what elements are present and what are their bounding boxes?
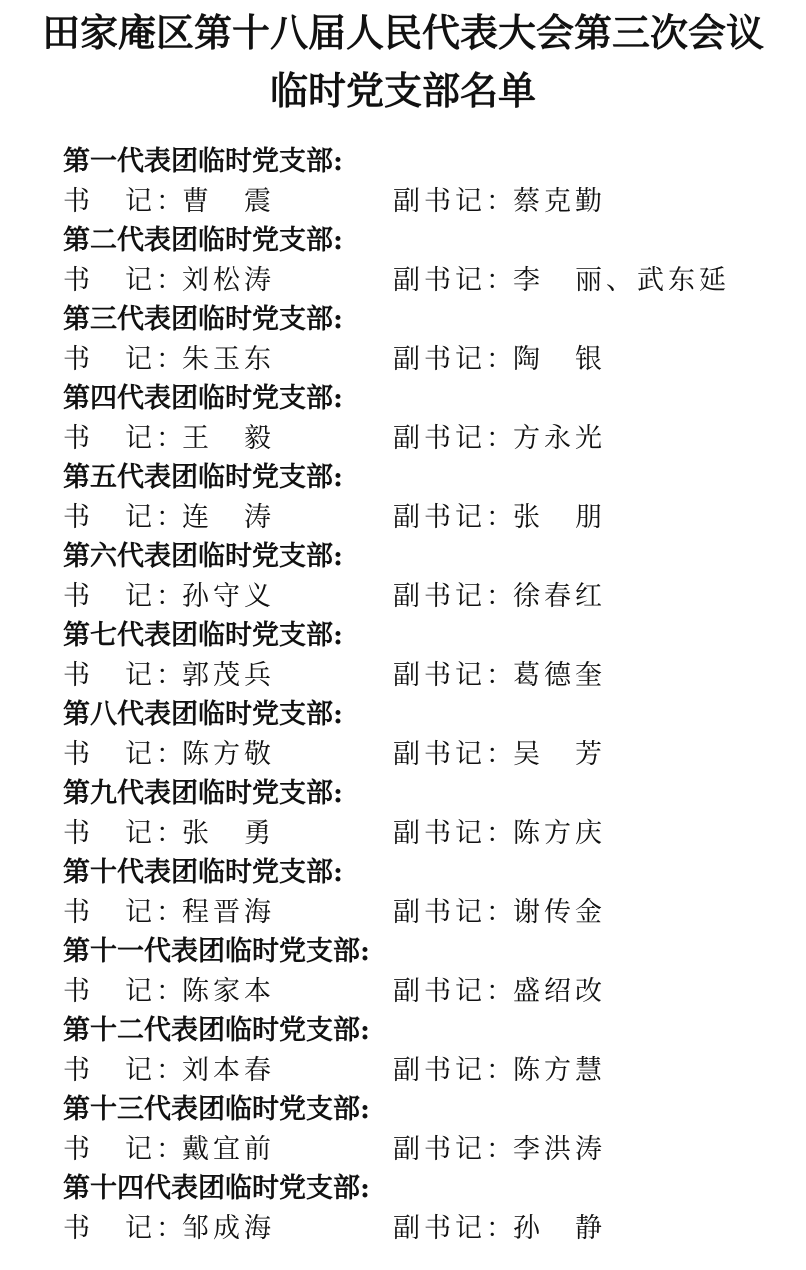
branch-heading: 第二代表团临时党支部: (63, 225, 343, 256)
deputy-secretary-label: 副书记： (393, 265, 517, 296)
deputy-secretary-name: 李 丽、武东延 (513, 265, 730, 296)
deputy-secretary-label: 副书记： (393, 1134, 517, 1165)
branch-officers-row (60, 1130, 800, 1169)
deputy-secretary-name: 陶 银 (513, 344, 606, 375)
branch-officers-row (60, 340, 800, 379)
deputy-secretary-name: 葛德奎 (513, 660, 606, 691)
branch-heading: 第十代表团临时党支部: (63, 857, 343, 888)
deputy-secretary-label: 副书记： (393, 660, 517, 691)
secretary-name: 程晋海 (182, 897, 275, 928)
deputy-secretary-name: 陈方庆 (513, 818, 606, 849)
secretary-name: 戴宜前 (182, 1134, 275, 1165)
branch-block (60, 853, 800, 932)
branch-heading: 第四代表团临时党支部: (63, 383, 343, 414)
deputy-secretary-name: 孙 静 (513, 1213, 606, 1244)
deputy-secretary-label: 副书记： (393, 186, 517, 217)
secretary-name: 郭茂兵 (182, 660, 275, 691)
branch-block (60, 221, 800, 300)
branch-block (60, 1011, 800, 1090)
secretary-name: 刘松涛 (182, 265, 275, 296)
deputy-secretary-label: 副书记： (393, 502, 517, 533)
secretary-label: 书 记： (63, 344, 187, 375)
deputy-secretary-label: 副书记： (393, 581, 517, 612)
deputy-secretary-name: 谢传金 (513, 897, 606, 928)
deputy-secretary-name: 方永光 (513, 423, 606, 454)
branch-block (60, 774, 800, 853)
secretary-label: 书 记： (63, 739, 187, 770)
secretary-label: 书 记： (63, 423, 187, 454)
deputy-secretary-label: 副书记： (393, 1055, 517, 1086)
title-line-2: 临时党支部名单 (269, 68, 536, 113)
branch-block (60, 616, 800, 695)
deputy-secretary-name: 李洪涛 (513, 1134, 606, 1165)
branch-officers-row (60, 498, 800, 537)
branch-heading: 第十二代表团临时党支部: (63, 1015, 370, 1046)
deputy-secretary-label: 副书记： (393, 739, 517, 770)
deputy-secretary-name: 吴 芳 (513, 739, 606, 770)
secretary-label: 书 记： (63, 897, 187, 928)
secretary-label: 书 记： (63, 1134, 187, 1165)
secretary-label: 书 记： (63, 186, 187, 217)
deputy-secretary-name: 陈方慧 (513, 1055, 606, 1086)
branch-block (60, 379, 800, 458)
branch-officers-row (60, 656, 800, 695)
branch-block (60, 932, 800, 1011)
secretary-name: 邹成海 (182, 1213, 275, 1244)
secretary-name: 陈方敬 (182, 739, 275, 770)
branch-block (60, 458, 800, 537)
deputy-secretary-label: 副书记： (393, 976, 517, 1007)
secretary-name: 王 毅 (182, 423, 275, 454)
deputy-secretary-name: 徐春红 (513, 581, 606, 612)
secretary-name: 朱玉东 (182, 344, 275, 375)
branch-list (60, 142, 800, 1248)
branch-officers-row (60, 972, 800, 1011)
deputy-secretary-label: 副书记： (393, 818, 517, 849)
branch-officers-row (60, 182, 800, 221)
branch-officers-row (60, 735, 800, 774)
branch-officers-row (60, 814, 800, 853)
branch-heading: 第五代表团临时党支部: (63, 462, 343, 493)
branch-heading: 第一代表团临时党支部: (63, 146, 343, 177)
branch-officers-row (60, 419, 800, 458)
secretary-name: 连 涛 (182, 502, 275, 533)
secretary-label: 书 记： (63, 818, 187, 849)
branch-heading: 第八代表团临时党支部: (63, 699, 343, 730)
secretary-label: 书 记： (63, 502, 187, 533)
deputy-secretary-name: 张 朋 (513, 502, 606, 533)
branch-officers-row (60, 893, 800, 932)
branch-officers-row (60, 261, 800, 300)
deputy-secretary-label: 副书记： (393, 1213, 517, 1244)
branch-block (60, 1090, 800, 1169)
branch-block (60, 537, 800, 616)
deputy-secretary-label: 副书记： (393, 344, 517, 375)
secretary-name: 曹 震 (182, 186, 275, 217)
deputy-secretary-name: 蔡克勤 (513, 186, 606, 217)
deputy-secretary-name: 盛绍改 (513, 976, 606, 1007)
deputy-secretary-label: 副书记： (393, 423, 517, 454)
secretary-name: 刘本春 (182, 1055, 275, 1086)
secretary-label: 书 记： (63, 1213, 187, 1244)
secretary-label: 书 记： (63, 976, 187, 1007)
branch-heading: 第七代表团临时党支部: (63, 620, 343, 651)
document-title (0, 8, 806, 116)
secretary-name: 孙守义 (182, 581, 275, 612)
branch-officers-row (60, 577, 800, 616)
branch-block (60, 142, 800, 221)
secretary-label: 书 记： (63, 581, 187, 612)
branch-block (60, 1169, 800, 1248)
branch-officers-row (60, 1209, 800, 1248)
branch-block (60, 300, 800, 379)
branch-block (60, 695, 800, 774)
secretary-name: 陈家本 (182, 976, 275, 1007)
secretary-label: 书 记： (63, 660, 187, 691)
deputy-secretary-label: 副书记： (393, 897, 517, 928)
branch-heading: 第十三代表团临时党支部: (63, 1094, 370, 1125)
secretary-label: 书 记： (63, 1055, 187, 1086)
secretary-name: 张 勇 (182, 818, 275, 849)
branch-heading: 第三代表团临时党支部: (63, 304, 343, 335)
secretary-label: 书 记： (63, 265, 187, 296)
title-line-1: 田家庵区第十八届人民代表大会第三次会议 (41, 10, 764, 55)
branch-heading: 第九代表团临时党支部: (63, 778, 343, 809)
branch-heading: 第十四代表团临时党支部: (63, 1173, 370, 1204)
branch-officers-row (60, 1051, 800, 1090)
branch-heading: 第六代表团临时党支部: (63, 541, 343, 572)
branch-heading: 第十一代表团临时党支部: (63, 936, 370, 967)
